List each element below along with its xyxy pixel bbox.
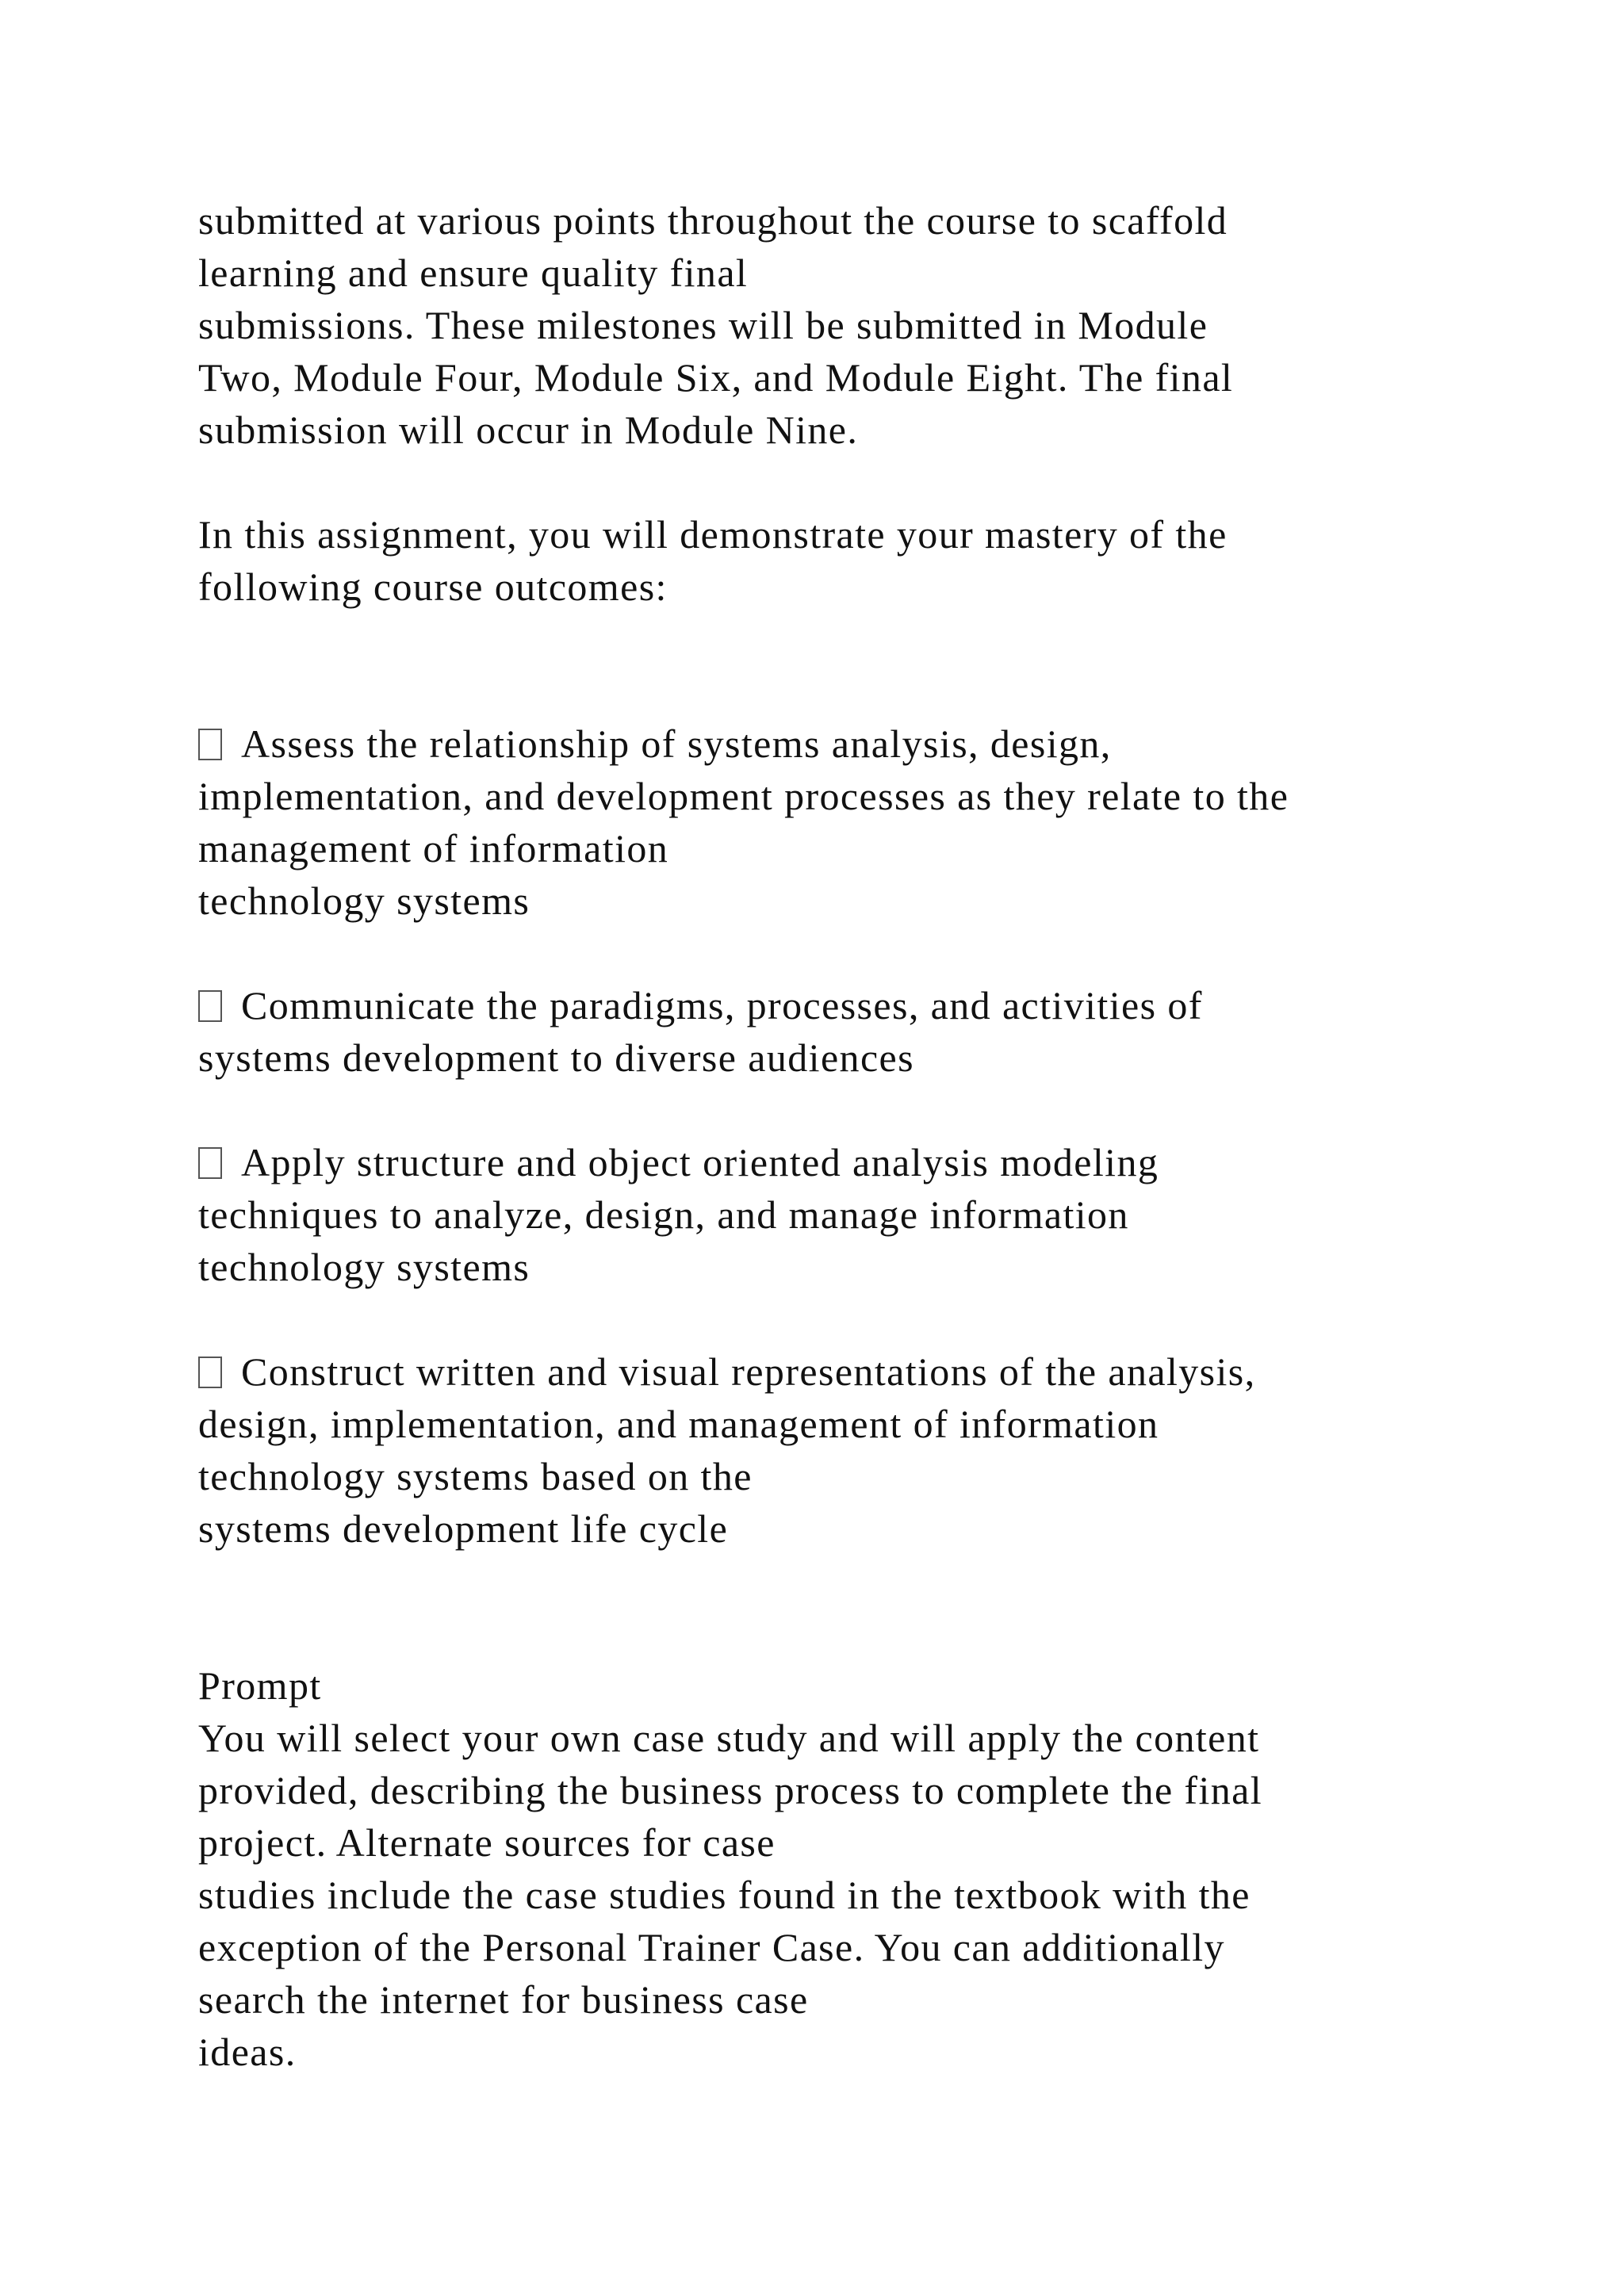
paragraph-spacer xyxy=(198,613,1546,718)
text-line: submissions. These milestones will be submitted in Module xyxy=(198,303,1208,347)
outcome-item xyxy=(198,718,1546,927)
text-line: systems development to diverse audiences xyxy=(198,1035,914,1080)
outcome-text: Apply structure and object oriented analysis modeling xyxy=(241,1140,1159,1184)
text-line: provided, describing the business process to complete the final xyxy=(198,1768,1263,1812)
bullet-box-icon xyxy=(198,1357,222,1388)
text-line: implementation, and development processes as they relate to the xyxy=(198,774,1289,818)
outcome-item xyxy=(198,1345,1546,1555)
paragraph-spacer xyxy=(198,1293,1546,1345)
text-line: following course outcomes: xyxy=(198,564,668,609)
text-line: submission will occur in Module Nine. xyxy=(198,408,859,452)
paragraph-spacer xyxy=(198,456,1546,508)
text-line: Two, Module Four, Module Six, and Module Eight. The final xyxy=(198,355,1234,400)
bullet-box-icon xyxy=(198,1147,222,1179)
outcome-text: Communicate the paradigms, processes, and activities of xyxy=(241,983,1203,1027)
bullet-box-icon xyxy=(198,729,222,760)
section-heading: Prompt xyxy=(198,1663,322,1708)
text-line: project. Alternate sources for case xyxy=(198,1820,776,1865)
outcome-text: Construct written and visual representations of the analysis, xyxy=(241,1349,1256,1394)
mastery-paragraph xyxy=(198,508,1546,613)
text-line: technology systems xyxy=(198,1245,530,1289)
text-line: ideas. xyxy=(198,2030,297,2074)
prompt-section xyxy=(198,1659,1546,2078)
outcome-item xyxy=(198,1136,1546,1293)
text-line: exception of the Personal Trainer Case. You can additionally xyxy=(198,1925,1225,1969)
intro-paragraph xyxy=(198,194,1546,456)
text-line: submitted at various points throughout the course to scaffold xyxy=(198,198,1228,243)
text-line: studies include the case studies found in the textbook with the xyxy=(198,1873,1251,1917)
paragraph-spacer xyxy=(198,1084,1546,1136)
bullet-box-icon xyxy=(198,990,222,1022)
outcome-item xyxy=(198,979,1546,1084)
outcome-text: Assess the relationship of systems analysis, design, xyxy=(241,721,1112,766)
text-line: systems development life cycle xyxy=(198,1506,729,1551)
text-line: management of information xyxy=(198,826,669,871)
paragraph-spacer xyxy=(198,1555,1546,1659)
text-line: techniques to analyze, design, and manage information xyxy=(198,1192,1129,1237)
paragraph-spacer xyxy=(198,927,1546,979)
text-line: technology systems xyxy=(198,878,530,923)
text-line: You will select your own case study and will apply the content xyxy=(198,1716,1260,1760)
document-body xyxy=(198,194,1546,2078)
text-line: In this assignment, you will demonstrate your mastery of the xyxy=(198,512,1228,557)
text-line: design, implementation, and management of information xyxy=(198,1402,1159,1446)
text-line: technology systems based on the xyxy=(198,1454,753,1498)
text-line: search the internet for business case xyxy=(198,1977,809,2022)
text-line: learning and ensure quality final xyxy=(198,251,749,295)
